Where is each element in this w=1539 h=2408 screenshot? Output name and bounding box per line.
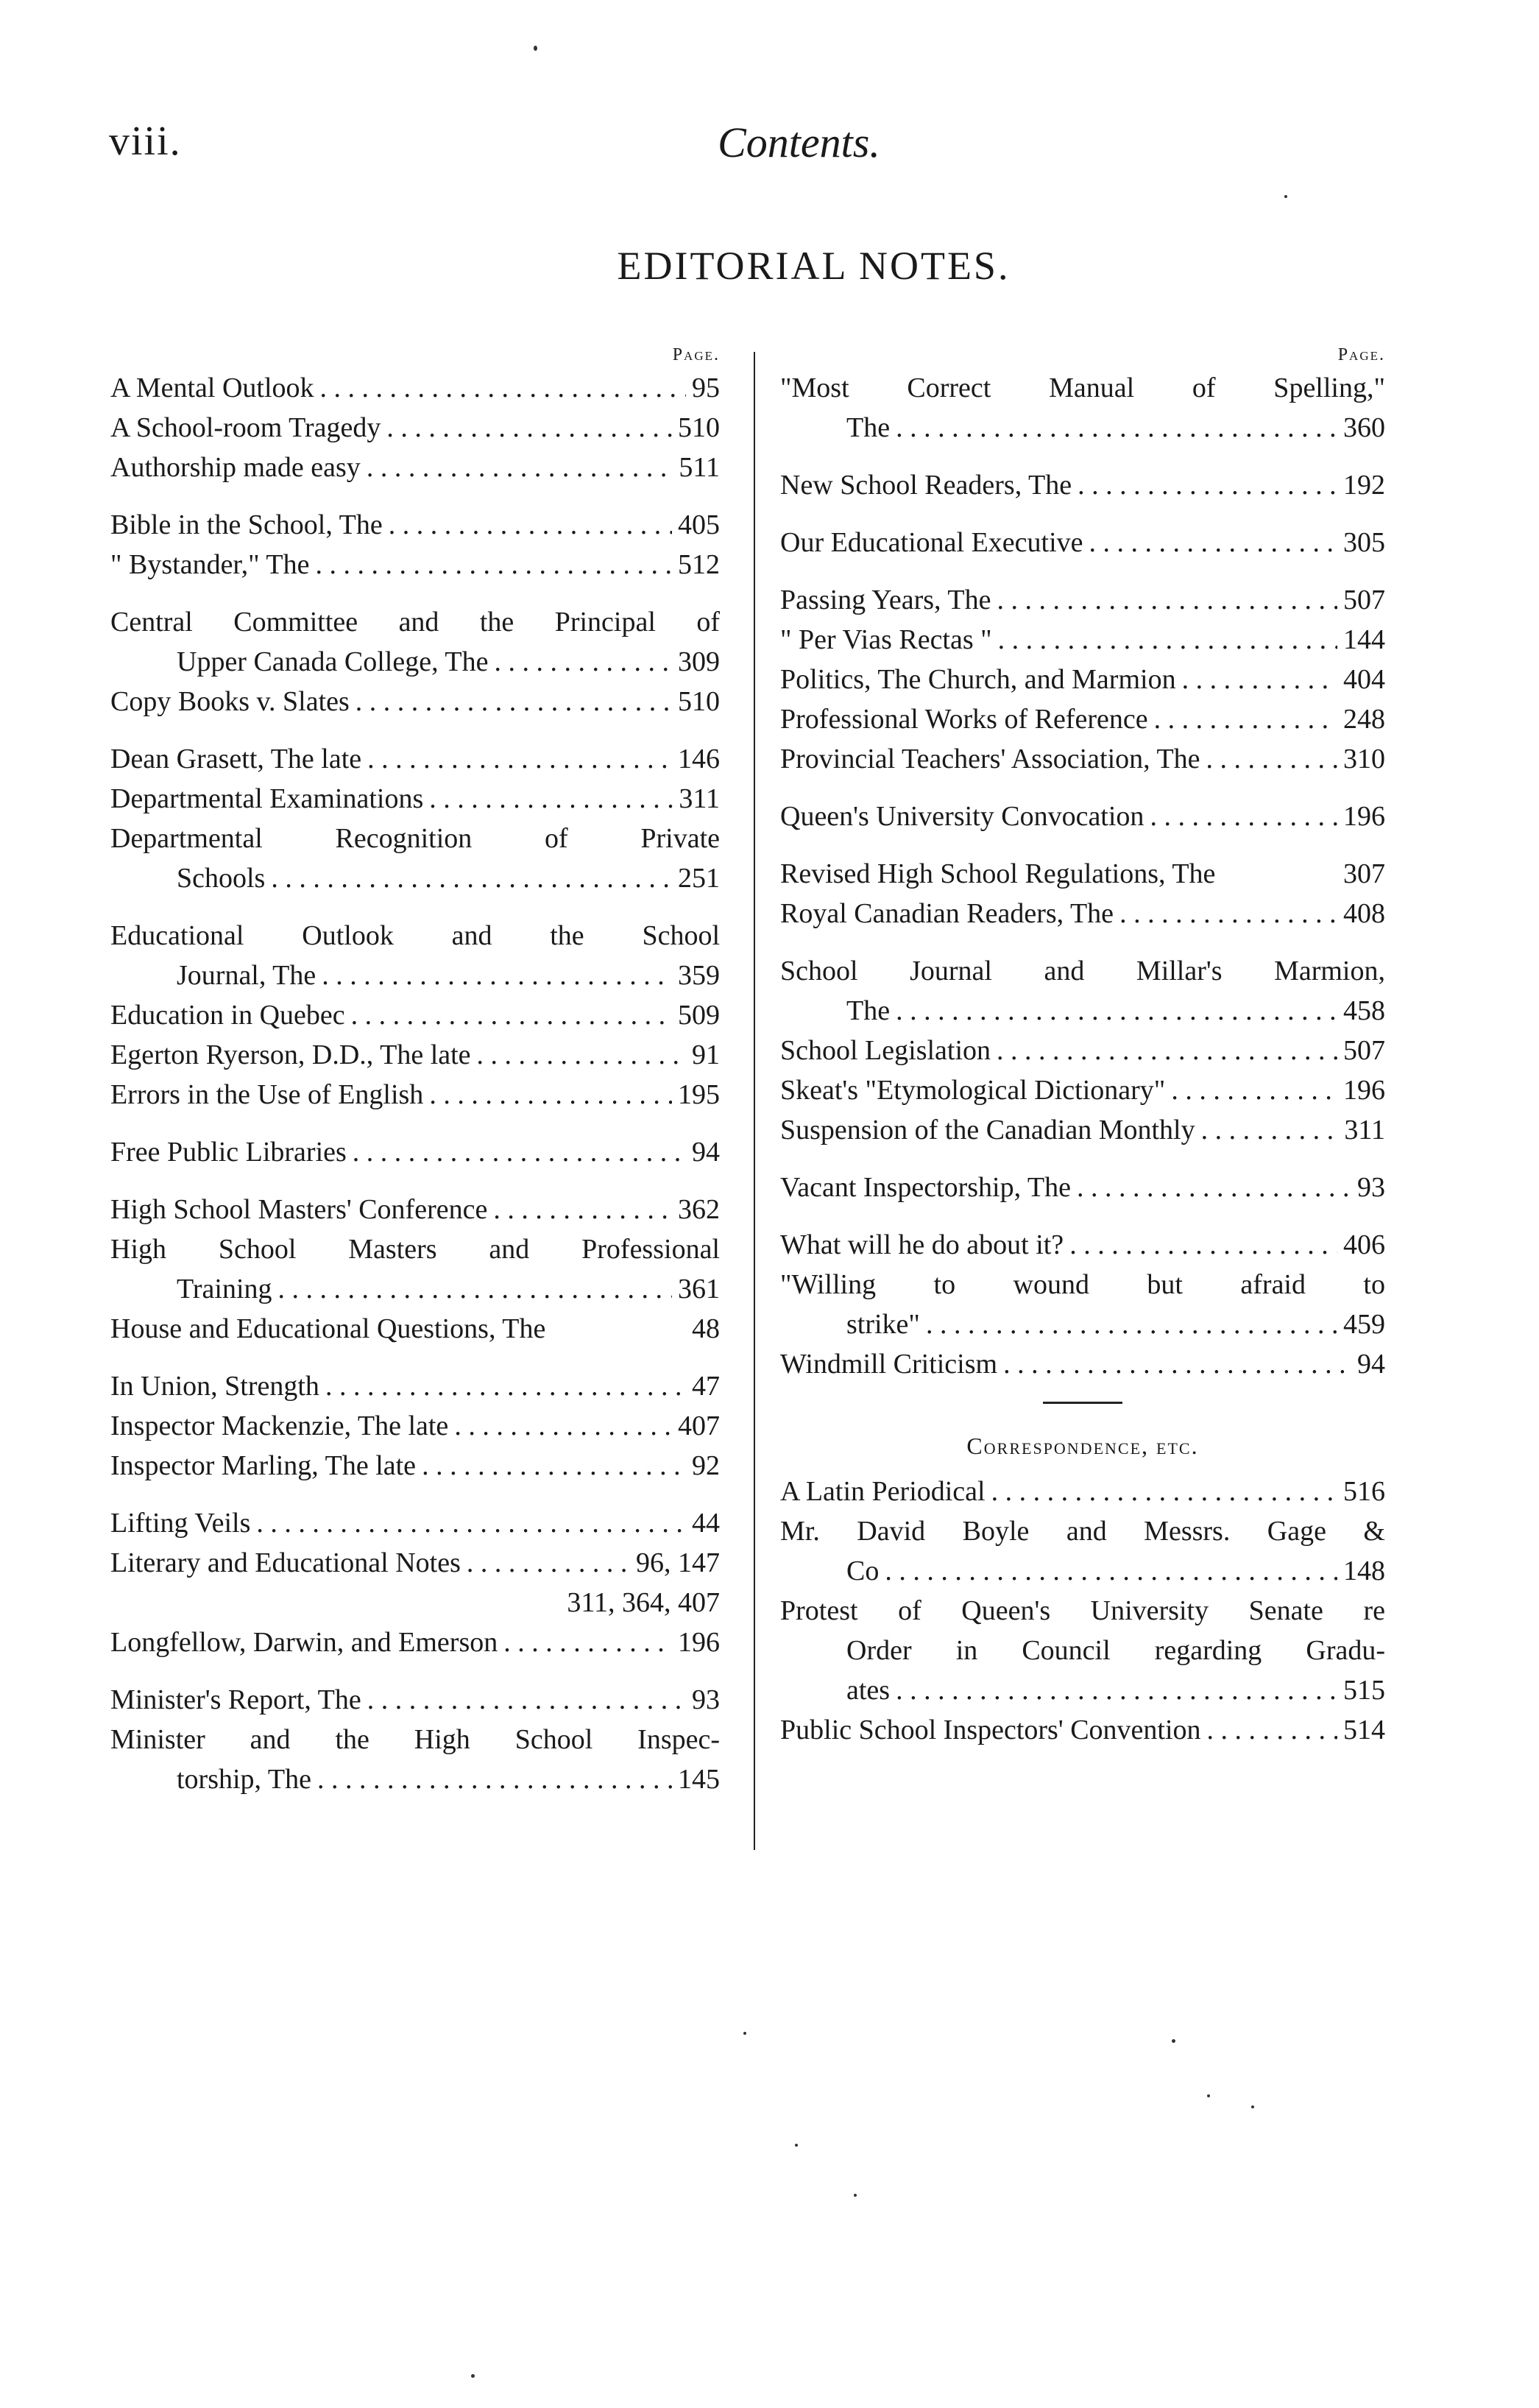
entry-line (780, 1344, 1385, 1384)
toc-entry (110, 1132, 720, 1172)
page-label: Page. (672, 345, 720, 364)
toc-entry (110, 1366, 720, 1406)
page-number-ref: 196 (678, 1627, 720, 1658)
entry-line (780, 991, 1385, 1031)
entry-line (110, 858, 720, 898)
page-number-ref: 405 (678, 509, 720, 540)
toc-entry (780, 580, 1385, 620)
dot-leader (1119, 894, 1337, 933)
entry-group (110, 1503, 720, 1662)
dot-leader (1078, 465, 1337, 505)
page-number-ref: 408 (1343, 898, 1385, 929)
right-column (780, 346, 1385, 1768)
entry-title-line: High School Masters and Professional (110, 1234, 720, 1265)
page-number-ref: 509 (678, 1000, 720, 1031)
entry-line (110, 995, 720, 1035)
entry-line (110, 1132, 720, 1172)
dot-leader (885, 1551, 1337, 1591)
entry-title: Professional Works of Reference (780, 704, 1148, 735)
dot-leader (1206, 739, 1337, 779)
dot-leader (1154, 699, 1337, 739)
dot-leader (896, 991, 1337, 1031)
entry-line (780, 797, 1385, 836)
toc-entry (780, 1710, 1385, 1750)
entry-title: Politics, The Church, and Marmion (780, 664, 1176, 695)
toc-entry (110, 819, 720, 898)
entry-line (110, 739, 720, 779)
dot-leader (896, 1670, 1337, 1710)
entry-title: Journal, The (177, 960, 316, 991)
section-title: EDITORIAL NOTES. (617, 244, 1011, 288)
dot-leader (322, 956, 672, 995)
dot-leader (1150, 797, 1337, 836)
toc-entry (780, 797, 1385, 836)
entry-line (780, 894, 1385, 933)
entry-title: Inspector Mackenzie, The late (110, 1410, 449, 1441)
entry-title: Minister's Report, The (110, 1684, 361, 1715)
toc-entry (780, 1265, 1385, 1344)
column-divider (754, 352, 755, 1850)
entry-line (780, 620, 1385, 660)
entry-line (780, 1670, 1385, 1710)
entry-line (780, 660, 1385, 699)
entry-title: Skeat's "Etymological Dictionary" (780, 1075, 1166, 1106)
toc-entry (780, 368, 1385, 448)
entry-title-line: Departmental Recognition of Private (110, 823, 720, 854)
entry-group (110, 916, 720, 1115)
entry-line (780, 408, 1385, 448)
toc-entry (110, 545, 720, 585)
entry-line (110, 1035, 720, 1075)
entry-line (780, 465, 1385, 505)
entry-line (110, 1366, 720, 1406)
entry-title: Lifting Veils (110, 1508, 251, 1539)
toc-entry (780, 523, 1385, 562)
entry-group (110, 368, 720, 487)
toc-entry (780, 1472, 1385, 1511)
entry-line (110, 1503, 720, 1543)
page-number-ref: 516 (1343, 1476, 1385, 1507)
toc-entry (110, 602, 720, 682)
dot-leader (454, 1406, 672, 1446)
dot-leader (495, 642, 673, 682)
dot-leader (1182, 660, 1337, 699)
dot-leader (271, 858, 672, 898)
toc-entry (110, 1229, 720, 1309)
dot-leader (1077, 1168, 1351, 1207)
entry-title-line: Mr. David Boyle and Messrs. Gage & (780, 1516, 1385, 1547)
entry-line (780, 1031, 1385, 1070)
entry-group (110, 1366, 720, 1486)
entry-title: Queen's University Convocation (780, 801, 1144, 832)
toc-entry (110, 779, 720, 819)
dot-leader (351, 995, 672, 1035)
entry-line (110, 1075, 720, 1115)
entry-group (110, 739, 720, 898)
dot-leader (386, 408, 672, 448)
dot-leader (896, 408, 1337, 448)
dot-leader (256, 1503, 686, 1543)
entry-title-line: Minister and the High School Inspec- (110, 1724, 720, 1755)
entry-title: In Union, Strength (110, 1371, 319, 1402)
entry-title: The (846, 995, 891, 1026)
entry-title: Education in Quebec (110, 1000, 345, 1031)
entry-title: Vacant Inspectorship, The (780, 1172, 1072, 1203)
toc-entry (780, 620, 1385, 660)
entry-title: Authorship made easy (110, 452, 361, 483)
entry-title: Schools (177, 863, 266, 894)
entry-title: Training (177, 1274, 272, 1304)
entry-title: Upper Canada College, The (177, 646, 489, 677)
entry-group (780, 951, 1385, 1150)
dot-leader (1069, 1225, 1337, 1265)
toc-entry (110, 1623, 720, 1662)
entry-line (780, 1551, 1385, 1591)
entry-line (110, 1269, 720, 1309)
page-number-ref: 511 (679, 452, 720, 483)
entry-line (110, 505, 720, 545)
entry-group (780, 465, 1385, 505)
page-number-ref: 44 (692, 1508, 720, 1539)
dot-leader (998, 620, 1337, 660)
entry-line (780, 1710, 1385, 1750)
page-number-ref: 507 (1343, 585, 1385, 615)
entry-title: Literary and Educational Notes (110, 1547, 461, 1578)
entry-title: The (846, 412, 891, 443)
toc-entry (780, 1591, 1385, 1710)
entry-line (110, 642, 720, 682)
entry-group (780, 523, 1385, 562)
entry-line (110, 545, 720, 585)
toc-entry (780, 1070, 1385, 1110)
speck (795, 2144, 798, 2147)
page-number-ref: 361 (678, 1274, 720, 1304)
page-number-ref: 195 (678, 1079, 720, 1110)
left-column (110, 346, 720, 1817)
entry-line (780, 1110, 1385, 1150)
entry-title: " Per Vias Rectas " (780, 624, 992, 655)
entry-group (780, 1225, 1385, 1384)
dot-leader (422, 1446, 686, 1486)
page-number-ref: 95 (692, 373, 720, 403)
entry-title: Public School Inspectors' Convention (780, 1715, 1201, 1745)
page-number-ref: 311 (679, 783, 720, 814)
entry-line (780, 1304, 1385, 1344)
toc-entry (110, 1075, 720, 1115)
toc-entry (780, 1511, 1385, 1591)
entry-group (110, 1190, 720, 1349)
entry-title: What will he do about it? (780, 1229, 1064, 1260)
dot-leader (278, 1269, 672, 1309)
page-number-ref: 96, 147 (636, 1547, 720, 1578)
toc-entry (110, 1503, 720, 1543)
entry-title: School Legislation (780, 1035, 991, 1066)
dot-leader (367, 1680, 686, 1720)
page-number-ref: 148 (1343, 1556, 1385, 1586)
entry-line (780, 854, 1385, 894)
entry-line (780, 523, 1385, 562)
entry-title: Longfellow, Darwin, and Emerson (110, 1627, 498, 1658)
page-number-ref: 360 (1343, 412, 1385, 443)
page-number-ref: 47 (692, 1371, 720, 1402)
entry-title: Co (846, 1556, 880, 1586)
toc-entry (110, 1035, 720, 1075)
speck (854, 2194, 857, 2197)
page-number-ref: 144 (1343, 624, 1385, 655)
dot-leader (315, 545, 672, 585)
dot-leader (367, 448, 673, 487)
toc-entry (780, 894, 1385, 933)
page-number-ref: 93 (1357, 1172, 1385, 1203)
page-number-ref: 407 (678, 1410, 720, 1441)
dot-leader (503, 1623, 672, 1662)
dot-leader (493, 1190, 672, 1229)
entry-line (110, 956, 720, 995)
entry-line (110, 1759, 720, 1799)
toc-entry (780, 1031, 1385, 1070)
dot-leader (1171, 1070, 1337, 1110)
entry-title: torship, The (177, 1764, 311, 1795)
toc-entry (110, 505, 720, 545)
speck (471, 2374, 475, 2378)
dot-leader (317, 1759, 672, 1799)
entry-title: A School-room Tragedy (110, 412, 381, 443)
dot-leader (320, 368, 686, 408)
page-number-ref: 404 (1343, 664, 1385, 695)
entry-line (780, 699, 1385, 739)
entry-title: strike" (846, 1309, 920, 1340)
dot-leader (389, 505, 672, 545)
toc-entry (780, 1168, 1385, 1207)
page-number-ref: 514 (1343, 1715, 1385, 1745)
correspondence-heading: Correspondence, etc. (966, 1433, 1199, 1459)
toc-entry (780, 1225, 1385, 1265)
entry-title-line: School Journal and Millar's Marmion, (780, 956, 1385, 986)
entry-title: Suspension of the Canadian Monthly (780, 1115, 1195, 1145)
page-number-ref: 196 (1343, 1075, 1385, 1106)
page-number-ref: 92 (692, 1450, 720, 1481)
entry-line (110, 1446, 720, 1486)
toc-entry (780, 854, 1385, 894)
entry-group (110, 602, 720, 721)
short-rule (1043, 1402, 1122, 1404)
toc-entry (110, 995, 720, 1035)
entry-title: ates (846, 1675, 891, 1706)
toc-entry (110, 1190, 720, 1229)
speck (534, 46, 537, 51)
entry-title: Our Educational Executive (780, 527, 1083, 558)
toc-entry (780, 951, 1385, 1031)
page-number-ref: 93 (692, 1684, 720, 1715)
toc-entry (780, 739, 1385, 779)
entry-title: Provincial Teachers' Association, The (780, 744, 1200, 774)
entry-title-line: Central Committee and the Principal of (110, 607, 720, 638)
page-number-ref: 146 (678, 744, 720, 774)
dot-leader (1207, 1710, 1337, 1750)
entry-group (780, 580, 1385, 779)
entry-title: Egerton Ryerson, D.D., The late (110, 1039, 471, 1070)
page-number-ref: 145 (678, 1764, 720, 1795)
dot-leader (991, 1472, 1337, 1511)
entry-line (110, 1406, 720, 1446)
page-number-ref: 196 (1343, 801, 1385, 832)
entry-group (110, 505, 720, 585)
toc-entry (780, 699, 1385, 739)
dot-leader (997, 580, 1337, 620)
page-number-ref: 48 (692, 1313, 720, 1344)
speck (743, 2032, 746, 2035)
entry-title: A Mental Outlook (110, 373, 314, 403)
entry-line (110, 779, 720, 819)
dot-leader (429, 779, 673, 819)
running-title: Contents. (718, 119, 880, 166)
dot-leader (1201, 1110, 1339, 1150)
entry-title: Royal Canadian Readers, The (780, 898, 1114, 929)
entry-group (110, 1132, 720, 1172)
correspondence-group (780, 1472, 1385, 1750)
dot-leader (367, 739, 672, 779)
entry-line (780, 739, 1385, 779)
entry-line (110, 1623, 720, 1662)
page-number-ref: 459 (1343, 1309, 1385, 1340)
toc-entry (110, 1309, 720, 1349)
entry-line (780, 1225, 1385, 1265)
page-number-ref: 458 (1343, 995, 1385, 1026)
entry-line (780, 1070, 1385, 1110)
entry-title-line: Protest of Queen's University Senate re (780, 1595, 1385, 1626)
page-number-ref: 94 (1357, 1349, 1385, 1380)
page-label: Page. (1337, 345, 1385, 364)
entry-title: A Latin Periodical (780, 1476, 986, 1507)
entry-title-line: "Most Correct Manual of Spelling," (780, 373, 1385, 403)
entry-title: Passing Years, The (780, 585, 991, 615)
toc-entry (110, 916, 720, 995)
entry-group (780, 368, 1385, 448)
page-number-ref: 359 (678, 960, 720, 991)
speck (1251, 2105, 1254, 2108)
entry-title-line: Educational Outlook and the School (110, 920, 720, 951)
dot-leader (467, 1543, 630, 1583)
page-number-ref: 91 (692, 1039, 720, 1070)
toc-entry (780, 1344, 1385, 1384)
page-number-ref: 515 (1343, 1675, 1385, 1706)
speck (1207, 2094, 1210, 2097)
dot-leader (477, 1035, 686, 1075)
entry-title: Departmental Examinations (110, 783, 424, 814)
toc-entry (110, 368, 720, 408)
entry-line (110, 408, 720, 448)
entry-title-line: "Willing to wound but afraid to (780, 1269, 1385, 1300)
entry-title: Errors in the Use of English (110, 1079, 424, 1110)
entry-line (780, 1168, 1385, 1207)
dot-leader (997, 1031, 1337, 1070)
dot-leader (429, 1075, 672, 1115)
page-number-ref: 510 (678, 686, 720, 717)
toc-entry (110, 448, 720, 487)
entry-title: " Bystander," The (110, 549, 310, 580)
toc-entry (780, 1110, 1385, 1150)
dot-leader (353, 1132, 686, 1172)
entry-group (110, 1680, 720, 1799)
entry-title: High School Masters' Conference (110, 1194, 488, 1225)
entry-title: Dean Grasett, The late (110, 744, 362, 774)
dot-leader (325, 1366, 686, 1406)
entry-line (780, 1472, 1385, 1511)
entry-group (780, 797, 1385, 836)
toc-entry (110, 1720, 720, 1799)
toc-entry (780, 660, 1385, 699)
entry-title: Free Public Libraries (110, 1137, 347, 1168)
entry-title: House and Educational Questions, The (110, 1313, 546, 1344)
page-number-ref: 362 (678, 1194, 720, 1225)
entry-line (110, 1543, 720, 1583)
toc-entry (110, 682, 720, 721)
entry-title: Revised High School Regulations, The (780, 858, 1216, 889)
entry-title: Copy Books v. Slates (110, 686, 350, 717)
page-number-ref: 510 (678, 412, 720, 443)
toc-entry (110, 1680, 720, 1720)
toc-entry (780, 465, 1385, 505)
entry-line (110, 448, 720, 487)
page-number-ref: 251 (678, 863, 720, 894)
speck (1172, 2039, 1175, 2043)
entry-title-line: Order in Council regarding Gradu- (846, 1635, 1385, 1666)
toc-entry (110, 739, 720, 779)
page-number-ref: 307 (1343, 858, 1385, 889)
page-number-ref: 406 (1343, 1229, 1385, 1260)
page-number-ref: 507 (1343, 1035, 1385, 1066)
toc-entry (110, 1406, 720, 1446)
entry-group (780, 1168, 1385, 1207)
toc-entry (110, 408, 720, 448)
entry-title: Bible in the School, The (110, 509, 383, 540)
entry-title: New School Readers, The (780, 470, 1072, 501)
page-number-ref: 309 (678, 646, 720, 677)
entry-line (110, 1680, 720, 1720)
page-number-ref: 310 (1343, 744, 1385, 774)
entry-line (110, 368, 720, 408)
toc-entry (110, 1543, 720, 1623)
entry-line (110, 1190, 720, 1229)
entry-group (780, 854, 1385, 933)
page-number-ref: 305 (1343, 527, 1385, 558)
entry-extra-pages: 311, 364, 407 (567, 1587, 720, 1618)
page-number-ref: 94 (692, 1137, 720, 1168)
entry-title: Inspector Marling, The late (110, 1450, 417, 1481)
page-number-ref: 248 (1343, 704, 1385, 735)
dot-leader (1003, 1344, 1351, 1384)
entry-line (780, 580, 1385, 620)
dot-leader (926, 1304, 1337, 1344)
entry-title: Windmill Criticism (780, 1349, 998, 1380)
page-number-ref: 192 (1343, 470, 1385, 501)
page-number: viii. (109, 119, 182, 164)
entry-line (110, 1309, 720, 1349)
dot-leader (355, 682, 672, 721)
dot-leader (1089, 523, 1337, 562)
toc-entry (110, 1446, 720, 1486)
entry-line (110, 682, 720, 721)
speck (1284, 195, 1287, 198)
page-number-ref: 512 (678, 549, 720, 580)
page-number-ref: 311 (1344, 1115, 1385, 1145)
